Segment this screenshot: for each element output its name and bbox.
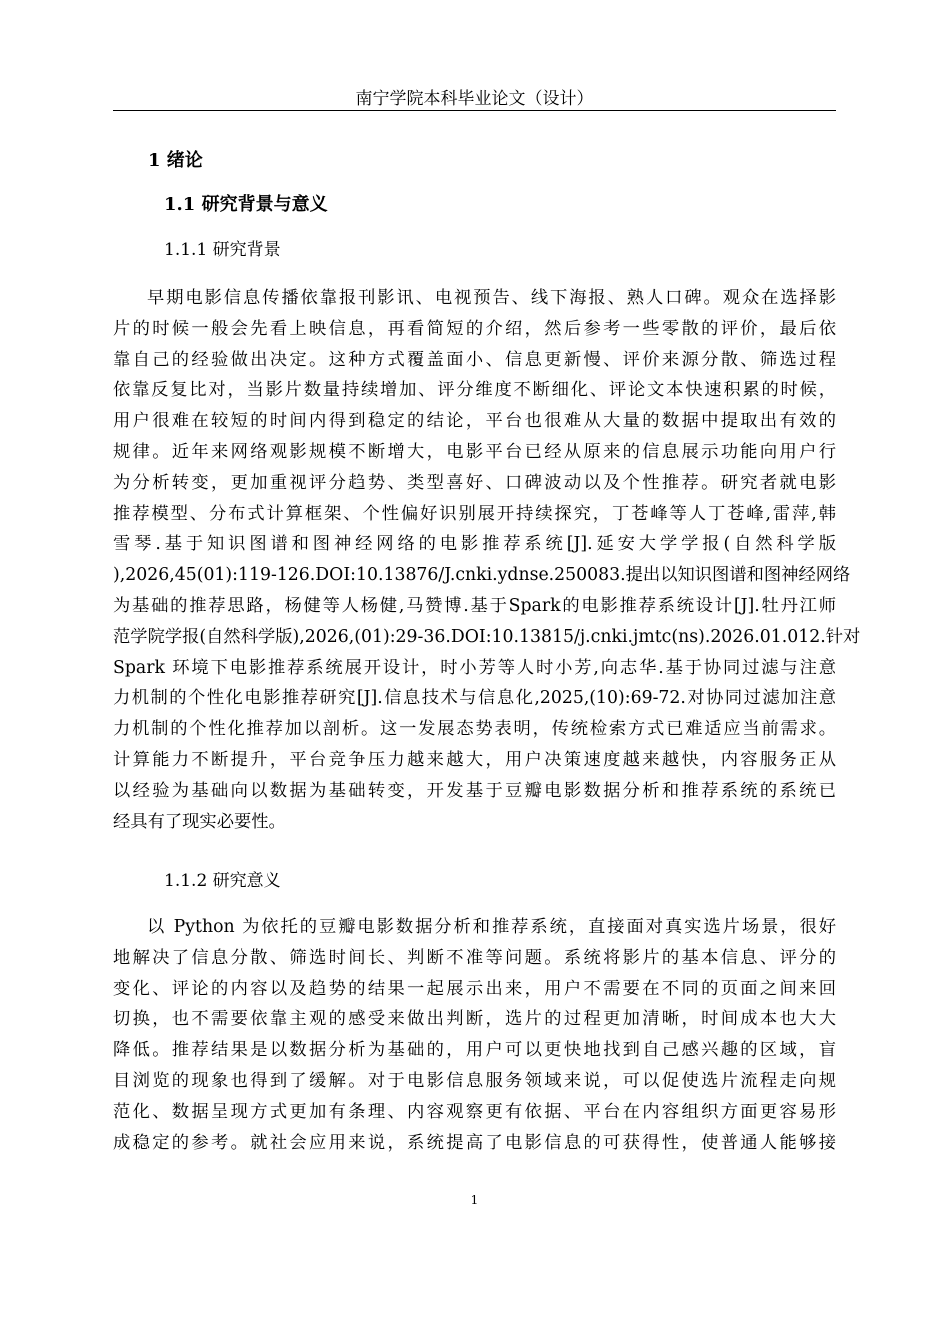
chapter-title: 1 绪论 <box>148 150 203 171</box>
section-title: 1.1 研究背景与意义 <box>164 194 328 215</box>
text-line: 成稳定的参考。就社会应用来说，系统提高了电影信息的可获得性，使普通人能够接 <box>113 1132 836 1153</box>
text-line: 用户很难在较短的时间内得到稳定的结论，平台也很难从大量的数据中提取出有效的 <box>113 411 836 432</box>
text-line: 推荐模型、分布式计算框架、个性偏好识别展开持续探究，丁苍峰等人丁苍峰,雷萍,韩 <box>113 503 836 524</box>
text-line: 变化、评论的内容以及趋势的结果一起展示出来，用户不需要在不同的页面之间来回 <box>113 978 836 999</box>
text-line: 片的时候一般会先看上映信息，再看简短的介绍，然后参考一些零散的评价，最后依 <box>113 318 836 339</box>
text-line: 规律。近年来网络观影规模不断增大，电影平台已经从原来的信息展示功能向用户行 <box>113 441 836 462</box>
subsection-title-significance: 1.1.2 研究意义 <box>164 871 281 891</box>
text-line: 依靠反复比对，当影片数量持续增加、评分维度不断细化、评论文本快速积累的时候， <box>113 380 836 401</box>
running-header: 南宁学院本科毕业论文（设计） <box>355 89 594 109</box>
text-line: 地解决了信息分散、筛选时间长、判断不准等问题。系统将影片的基本信息、评分的 <box>113 947 836 968</box>
paragraph-research-background <box>113 283 861 837</box>
page-number: 1 <box>470 1193 479 1207</box>
text-line: 降低。推荐结果是以数据分析为基础的，用户可以更快地找到自己感兴趣的区域，盲 <box>113 1040 836 1061</box>
text-line: 雪琴.基于知识图谱和图神经网络的电影推荐系统[J].延安大学学报(自然科学版 <box>113 534 836 555</box>
text-line: 为分析转变，更加重视评分趋势、类型喜好、口碑波动以及个性推荐。研究者就电影 <box>113 472 836 493</box>
text-line: 早期电影信息传播依靠报刊影讯、电视预告、线下海报、熟人口碑。观众在选择影 <box>147 288 836 308</box>
text-line: 为基础的推荐思路，杨健等人杨健,马赞博.基于Spark的电影推荐系统设计[J].牡丹江师 <box>113 595 836 616</box>
text-line: 切换，也不需要依靠主观的感受来做出判断，选片的过程更加清晰，时间成本也大大 <box>113 1009 836 1030</box>
text-line: 靠自己的经验做出决定。这种方式覆盖面小、信息更新慢、评价来源分散、筛选过程 <box>113 349 836 370</box>
text-line: 范学院学报(自然科学版),2026,(01):29-36.DOI:10.13815/j.cnki.jmtc(ns).2026.01.012.针对 <box>113 626 861 647</box>
text-line: 力机制的个性化推荐加以剖析。这一发展态势表明，传统检索方式已难适应当前需求。 <box>113 719 836 740</box>
text-line: 经具有了现实必要性。 <box>113 811 286 832</box>
text-line: 计算能力不断提升，平台竞争压力越来越大，用户决策速度越来越快，内容服务正从 <box>113 749 836 770</box>
text-line: ),2026,45(01):119-126.DOI:10.13876/J.cnki.ydnse.250083.提出以知识图谱和图神经网络 <box>113 565 851 586</box>
header-rule <box>113 110 836 111</box>
text-line: 目浏览的现象也得到了缓解。对于电影信息服务领域来说，可以促使选片流程走向规 <box>113 1070 836 1091</box>
paragraph-research-significance <box>113 912 836 1158</box>
text-line: 力机制的个性化电影推荐研究[J].信息技术与信息化,2025,(10):69-72.对协同过滤加注意 <box>113 688 836 709</box>
text-line: 以 Python 为依托的豆瓣电影数据分析和推荐系统，直接面对真实选片场景，很好 <box>147 917 836 937</box>
subsection-title-background: 1.1.1 研究背景 <box>164 240 281 260</box>
text-line: Spark 环境下电影推荐系统展开设计，时小芳等人时小芳,向志华.基于协同过滤与注意 <box>113 657 836 678</box>
text-line: 范化、数据呈现方式更加有条理、内容观察更有依据、平台在内容组织方面更容易形 <box>113 1101 836 1122</box>
text-line: 以经验为基础向以数据为基础转变，开发基于豆瓣电影数据分析和推荐系统的系统已 <box>113 780 836 801</box>
